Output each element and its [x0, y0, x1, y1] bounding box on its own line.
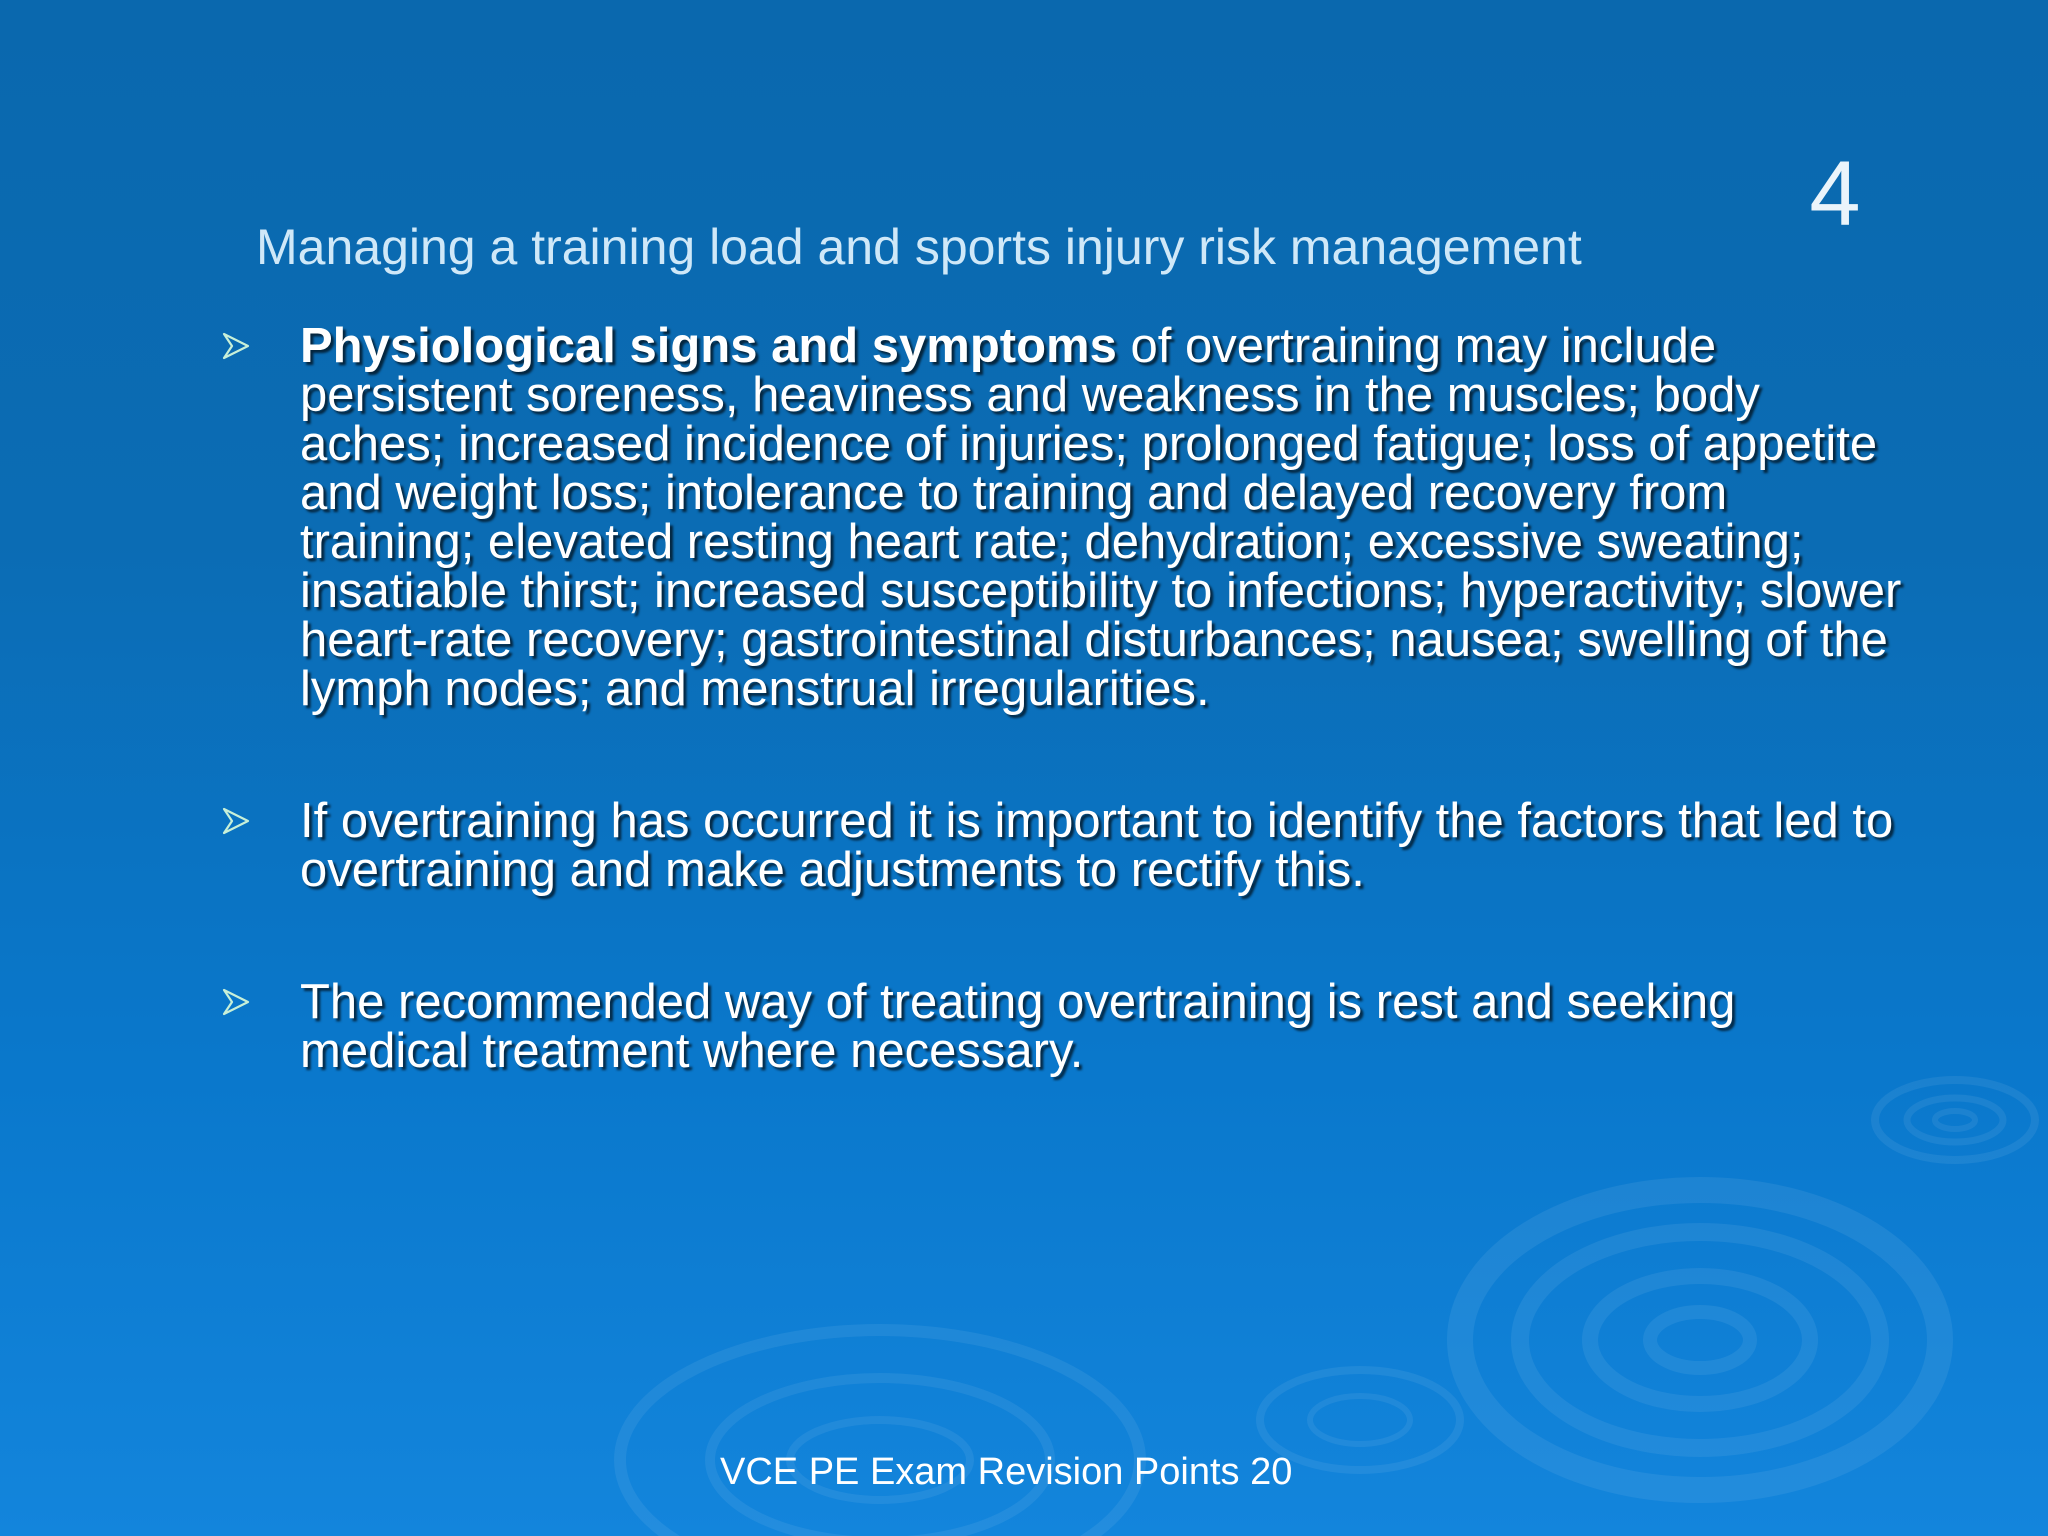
bullet-text: The recommended way of treating overtraining is rest and seeking medical treatment where necessary. [300, 975, 1736, 1078]
slide-title: Managing a training load and sports injury risk management [256, 219, 1582, 275]
arrow-bullet-icon [222, 332, 250, 360]
bullet-text: of overtraining may include persistent soreness, heaviness and weakness in the muscles; body aches; increased incidence of injuries; prolonged fatigue; loss of appetite and weight loss; intolerance to training and delayed recovery from training; elevated resting heart rate; dehydration; excessive sweating; insatiable thirst; increased susceptibility to infections; hyperactivity; slower heart-rate recovery; gastrointestinal disturbances; nausea; swelling of the lymph nodes; and menstrual irregularities. [300, 319, 1902, 716]
bullet-list [222, 319, 1902, 1078]
bullet-item-signs-symptoms [222, 319, 1902, 716]
slide-number: 4 [1809, 143, 1861, 245]
bullet-item-treatment [222, 975, 1902, 1078]
bullet-bold-lead: Physiological signs and symptoms [300, 319, 1117, 373]
arrow-bullet-icon [222, 988, 250, 1016]
bullet-item-identify-factors [222, 794, 1902, 897]
bullet-text: If overtraining has occurred it is important to identify the factors that led to overtraining and make adjustments to rectify this. [300, 794, 1894, 897]
arrow-bullet-icon [222, 807, 250, 835]
slide-footer: VCE PE Exam Revision Points 20 [720, 1453, 1293, 1491]
